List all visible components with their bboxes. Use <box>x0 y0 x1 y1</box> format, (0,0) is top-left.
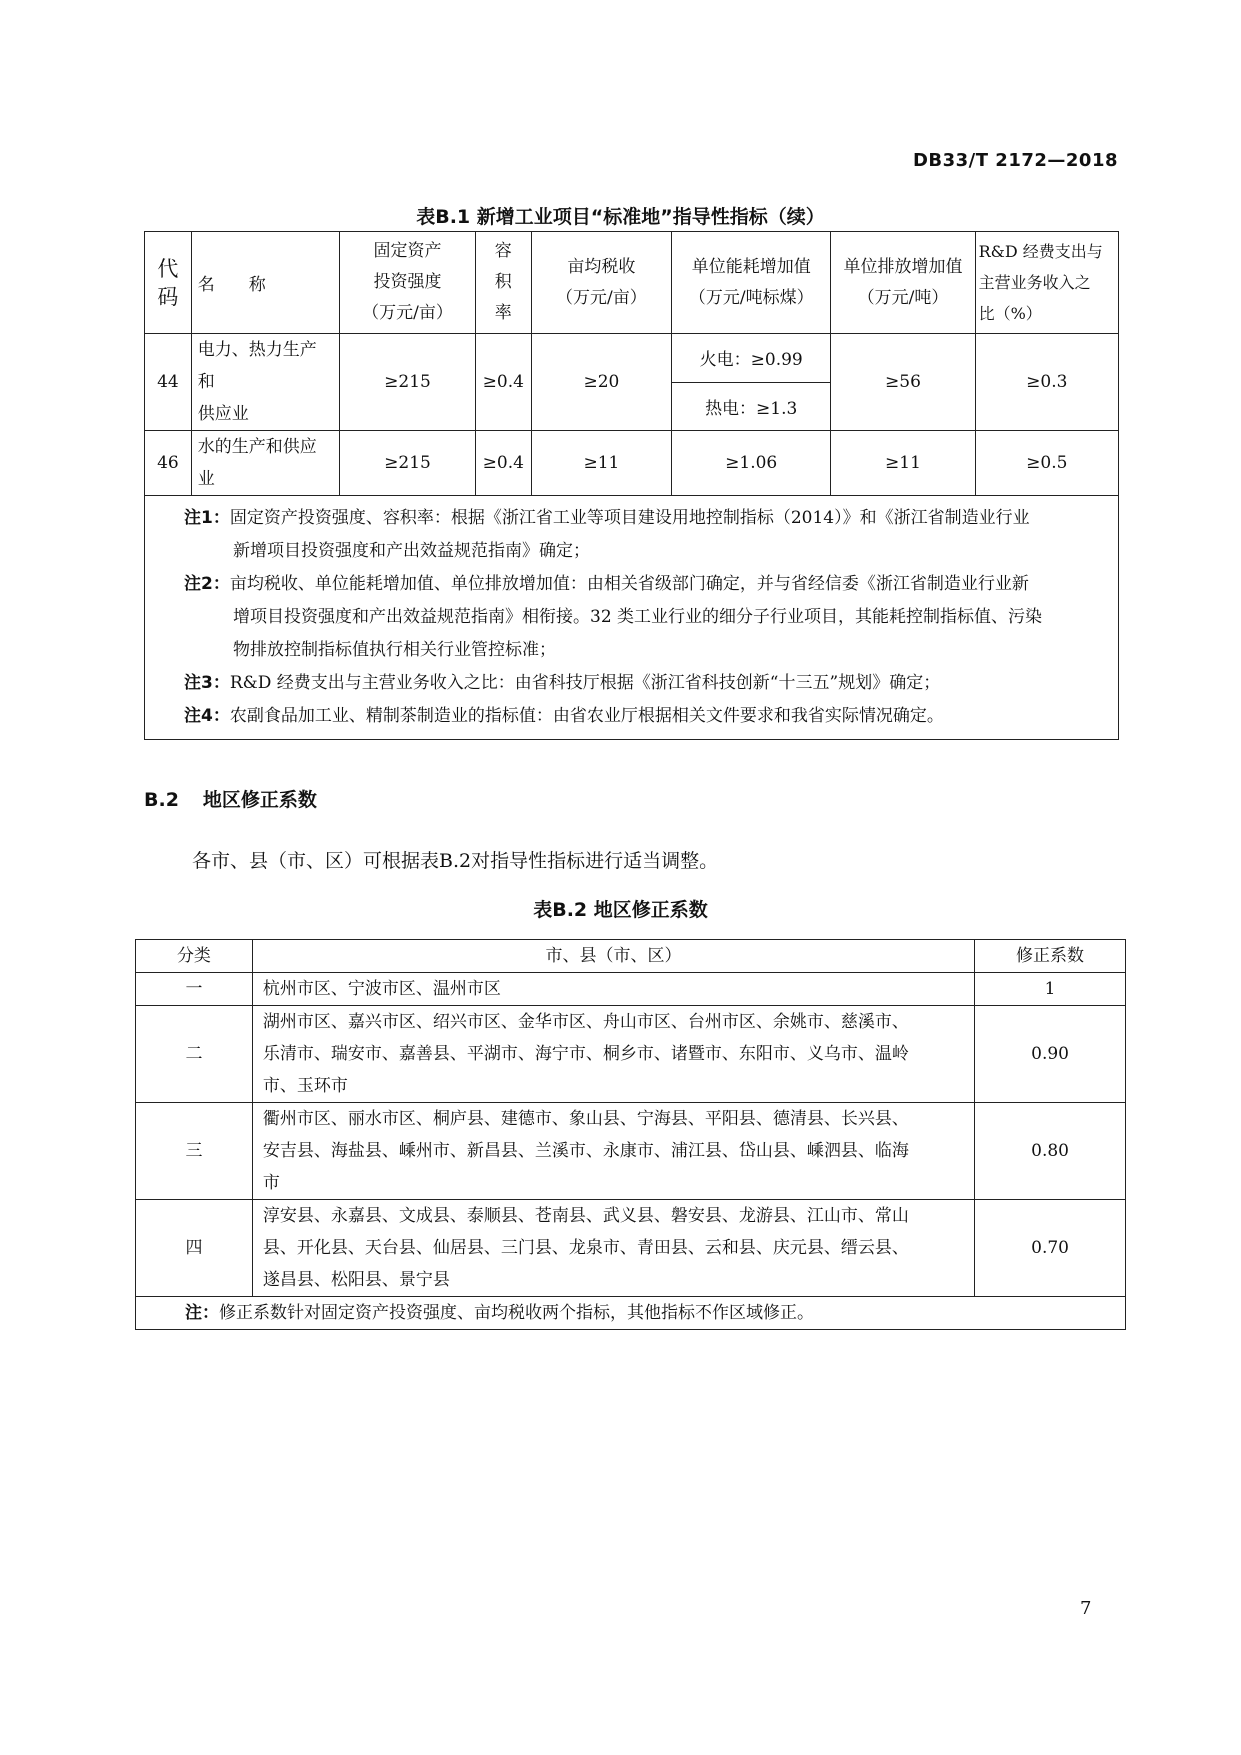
header-tax-line: （万元/亩） <box>556 287 647 308</box>
row-cities <box>252 1200 974 1297</box>
note-label: 注4： <box>184 706 230 726</box>
header-energy-line: （万元/吨标煤） <box>688 287 814 308</box>
note-line: 增项目投资强度和产出效益规范指南》相衔接。32 类工业行业的细分子行业项目，其能耗控制指标值、污染 <box>233 607 1043 627</box>
row-coefficient: 0.80 <box>975 1103 1126 1200</box>
col-header-rd <box>975 232 1118 334</box>
row-code: 44 <box>145 334 192 431</box>
table-b1-caption: 表B.1 新增工业项目“标准地”指导性指标（续） <box>416 206 825 228</box>
cities-line: 杭州市区、宁波市区、温州市区 <box>262 979 501 999</box>
row-energy: ≥1.06 <box>672 431 831 496</box>
col-header-far <box>475 232 531 334</box>
row-rd: ≥0.5 <box>975 431 1118 496</box>
header-energy-line: 单位能耗增加值 <box>691 256 811 277</box>
row-energy-thermal: 火电：≥0.99 <box>672 334 831 383</box>
note-text: 修正系数针对固定资产投资强度、亩均税收两个指标，其他指标不作区域修正。 <box>219 1303 814 1323</box>
header-invest-line: 投资强度 <box>373 272 442 292</box>
row-name-line: 水的生产和供应 <box>197 437 317 457</box>
row-cities <box>252 1006 974 1103</box>
row-invest: ≥215 <box>340 334 476 431</box>
header-code-text: 代码 <box>157 256 179 309</box>
table-b1-notes <box>145 496 1119 740</box>
row-category: 四 <box>136 1200 253 1297</box>
col-header-code <box>145 232 192 334</box>
cities-line: 衢州市区、丽水市区、桐庐县、建德市、象山县、宁海县、平阳县、德清县、长兴县、 <box>262 1109 909 1129</box>
header-invest-line: 固定资产 <box>373 241 442 261</box>
header-invest-line: （万元/亩） <box>362 303 453 323</box>
header-tax-line: 亩均税收 <box>567 256 636 277</box>
col-header-energy <box>672 232 831 334</box>
cities-line: 乐清市、瑞安市、嘉善县、平湖市、海宁市、桐乡市、诸暨市、东阳市、义乌市、温岭 <box>262 1044 909 1064</box>
row-energy-heat: 热电：≥1.3 <box>672 382 831 431</box>
table-b2-caption: 表B.2 地区修正系数 <box>533 899 708 921</box>
note-line <box>184 568 1104 601</box>
section-title: 地区修正系数 <box>202 789 317 811</box>
row-cities <box>252 1103 974 1200</box>
row-cities <box>252 973 974 1006</box>
note-label: 注3： <box>184 673 230 693</box>
row-name-line: 供应业 <box>197 404 249 424</box>
row-far: ≥0.4 <box>475 334 531 431</box>
col-header-emission <box>831 232 975 334</box>
note-line: 新增项目投资强度和产出效益规范指南》确定； <box>233 541 590 561</box>
row-rd: ≥0.3 <box>975 334 1118 431</box>
col-header-name: 名 称 <box>191 232 339 334</box>
table-row <box>145 431 1119 496</box>
col-header-tax <box>531 232 671 334</box>
header-emission-line: 单位排放增加值 <box>843 256 963 277</box>
section-number: B.2 <box>144 789 179 811</box>
page-number: 7 <box>1080 1598 1092 1619</box>
row-category: 一 <box>136 973 253 1006</box>
col-header-invest <box>340 232 476 334</box>
row-emission: ≥11 <box>831 431 975 496</box>
row-tax: ≥11 <box>531 431 671 496</box>
header-far-line: 积 <box>494 272 512 292</box>
cities-line: 遂昌县、松阳县、景宁县 <box>262 1270 450 1290</box>
note-label: 注： <box>185 1303 219 1323</box>
row-coefficient: 0.70 <box>975 1200 1126 1297</box>
col-header-cities: 市、县（市、区） <box>252 940 974 973</box>
row-tax: ≥20 <box>531 334 671 431</box>
note-line <box>184 667 1104 700</box>
row-invest: ≥215 <box>340 431 476 496</box>
header-emission-line: （万元/吨） <box>857 287 949 308</box>
body-paragraph: 各市、县（市、区）可根据表B.2对指导性指标进行适当调整。 <box>192 850 719 872</box>
cities-line: 县、开化县、天台县、仙居县、三门县、龙泉市、青田县、云和县、庆元县、缙云县、 <box>262 1238 909 1258</box>
table-b1-header-row <box>145 232 1119 334</box>
cities-line: 淳安县、永嘉县、文成县、泰顺县、苍南县、武义县、磐安县、龙游县、江山市、常山 <box>262 1206 909 1226</box>
row-name-line: 电力、热力生产和 <box>197 340 317 392</box>
table-b1 <box>144 231 1119 740</box>
row-emission: ≥56 <box>831 334 975 431</box>
row-name-line: 业 <box>197 469 215 489</box>
row-code: 46 <box>145 431 192 496</box>
row-category: 二 <box>136 1006 253 1103</box>
header-far-line: 容 <box>494 241 512 261</box>
table-row <box>136 1006 1126 1103</box>
cities-line: 市 <box>262 1173 280 1193</box>
note-text: 固定资产投资强度、容积率：根据《浙江省工业等项目建设用地控制指标（2014）》和《浙江省制造业行业 <box>229 508 1030 528</box>
note-line: 物排放控制指标值执行相关行业管控标准； <box>233 640 556 660</box>
cities-line: 湖州市区、嘉兴市区、绍兴市区、金华市区、舟山市区、台州市区、余姚市、慈溪市、 <box>262 1012 909 1032</box>
row-far: ≥0.4 <box>475 431 531 496</box>
row-coefficient: 1 <box>975 973 1126 1006</box>
table-b2-note-row <box>136 1297 1126 1330</box>
cities-line: 安吉县、海盐县、嵊州市、新昌县、兰溪市、永康市、浦江县、岱山县、嵊泗县、临海 <box>262 1141 909 1161</box>
header-rd-line: 比（%） <box>978 304 1042 323</box>
note-text: R&D 经费支出与主营业务收入之比：由省科技厅根据《浙江省科技创新“十三五”规划》确定； <box>229 673 941 693</box>
col-header-category: 分类 <box>136 940 253 973</box>
note-text: 亩均税收、单位能耗增加值、单位排放增加值：由相关省级部门确定，并与省经信委《浙江省制造业行业新 <box>229 574 1029 594</box>
table-b2-header-row <box>136 940 1126 973</box>
note-text: 农副食品加工业、精制茶制造业的指标值：由省农业厅根据相关文件要求和我省实际情况确定。 <box>229 706 944 726</box>
table-row <box>145 334 1119 383</box>
row-category: 三 <box>136 1103 253 1200</box>
table-b2-note <box>136 1297 1126 1330</box>
row-name <box>191 334 339 431</box>
header-rd-line: R&D 经费支出与 <box>978 242 1103 261</box>
table-b1-notes-row <box>145 496 1119 740</box>
note-line <box>184 700 1104 733</box>
table-b2 <box>135 939 1126 1330</box>
table-row <box>136 1200 1126 1297</box>
table-row <box>136 973 1126 1006</box>
table-row <box>136 1103 1126 1200</box>
note-line <box>184 502 1104 535</box>
row-coefficient: 0.90 <box>975 1006 1126 1103</box>
header-far-line: 率 <box>494 303 512 323</box>
row-name <box>191 431 339 496</box>
cities-line: 市、玉环市 <box>262 1076 348 1096</box>
note-label: 注2： <box>184 574 230 594</box>
col-header-coefficient: 修正系数 <box>975 940 1126 973</box>
document-code: DB33/T 2172—2018 <box>912 150 1118 171</box>
header-rd-line: 主营业务收入之 <box>978 273 1091 292</box>
section-heading <box>144 785 317 812</box>
note-label: 注1： <box>184 508 230 528</box>
